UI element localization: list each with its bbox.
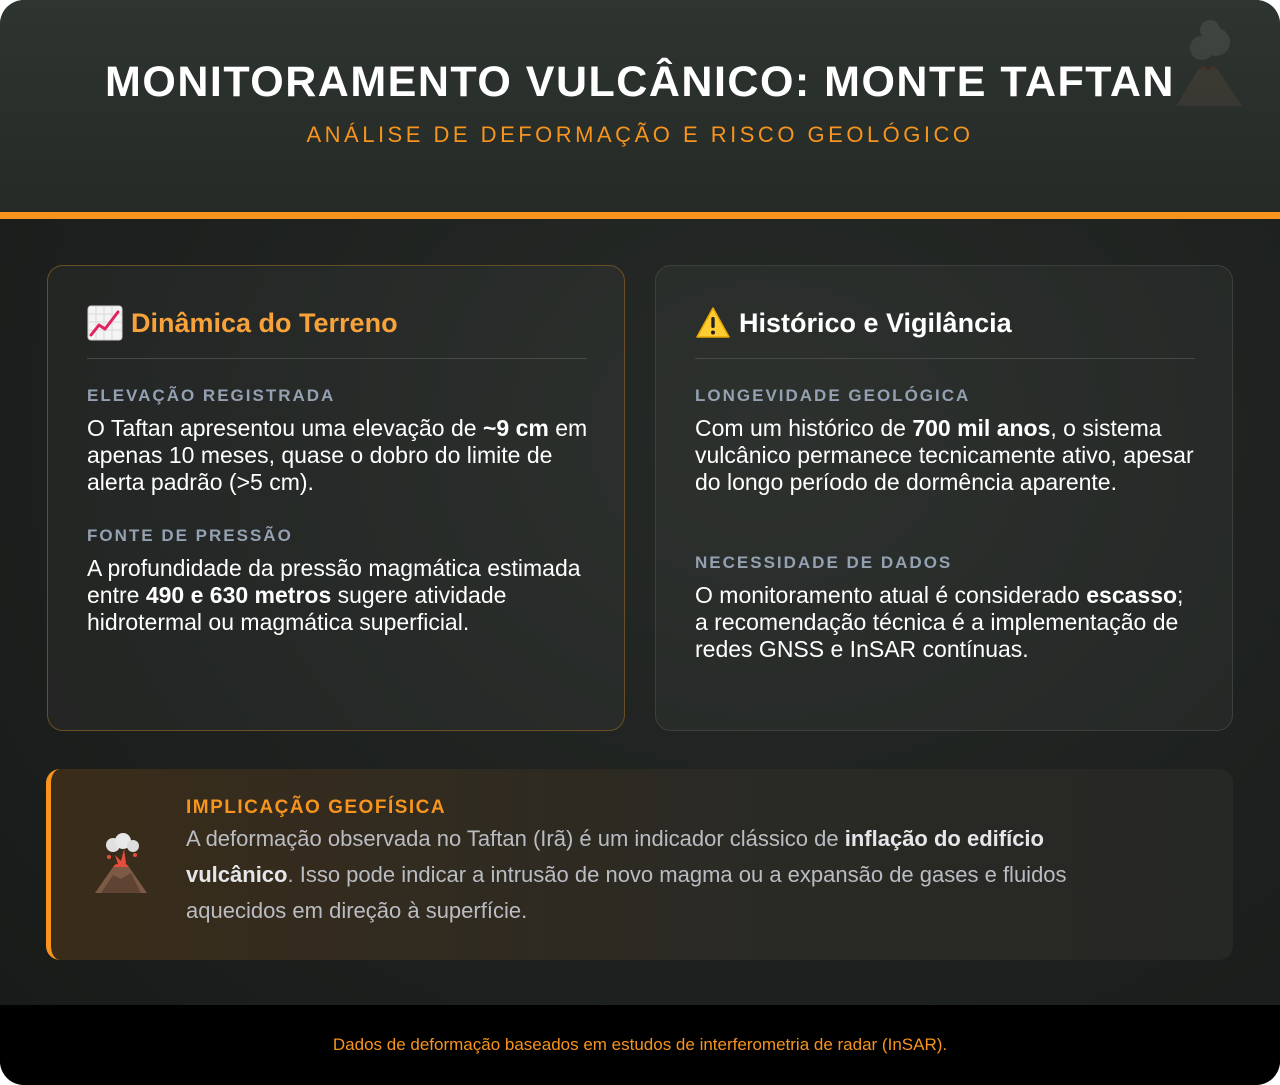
section-text: Com um histórico de 700 mil anos, o sistema vulcânico permanece tecnicamente ativo, apesar do longo período de dormência aparente.: [695, 415, 1194, 495]
history-vigilance-card: [655, 265, 1233, 731]
page-subtitle: ANÁLISE DE DEFORMAÇÃO E RISCO GEOLÓGICO: [306, 122, 974, 147]
terrain-dynamics-card: [47, 265, 625, 731]
data-need-section: [695, 552, 1200, 663]
card-title: Dinâmica do Terreno: [131, 308, 398, 338]
card-header: [695, 303, 1195, 359]
section-text: O monitoramento atual é considerado escasso; a recomendação técnica é a implementação de redes GNSS e InSAR contínuas.: [695, 582, 1184, 662]
highlight-value: inflação do edifício vulcânico: [186, 826, 1044, 887]
section-label: ELEVAÇÃO REGISTRADA: [87, 386, 336, 405]
section-label: LONGEVIDADE GEOLÓGICA: [695, 386, 971, 405]
highlight-value: 700 mil anos: [912, 415, 1051, 441]
volcano-icon: [91, 833, 151, 895]
elevation-section: [87, 385, 592, 496]
highlight-value: escasso: [1086, 582, 1178, 608]
implication-label: IMPLICAÇÃO GEOFÍSICA: [186, 797, 447, 818]
card-header: [87, 303, 587, 359]
section-label: NECESSIDADE DE DADOS: [695, 553, 953, 572]
section-text: A profundidade da pressão magmática estimada entre 490 e 630 metros sugere atividade hidrotermal ou magmática superficial.: [87, 555, 581, 635]
footer-note: Dados de deformação baseados em estudos de interferometria de radar (InSAR).: [332, 1035, 948, 1054]
header: [0, 0, 1280, 212]
section-label: FONTE DE PRESSÃO: [87, 526, 293, 545]
header-divider: [0, 212, 1280, 219]
pressure-section: [87, 525, 592, 636]
card-title: Histórico e Vigilância: [739, 308, 1012, 338]
chart-increasing-icon: [87, 305, 123, 341]
highlight-value: ~9 cm: [482, 415, 549, 441]
footer: [0, 1005, 1280, 1085]
implication-text: A deformação observada no Taftan (Irã) é um indicador clássico de inflação do edifício vulcânico. Isso pode indicar a intrusão de novo magma ou a expansão de gases e fluidos aquecidos em direção à superfície.: [186, 826, 1067, 923]
longevity-section: [695, 385, 1200, 496]
highlight-value: 490 e 630 metros: [145, 582, 332, 608]
implication-callout: [46, 769, 1233, 960]
section-text: O Taftan apresentou uma elevação de ~9 cm em apenas 10 meses, quase o dobro do limite de alerta padrão (>5 cm).: [87, 415, 588, 495]
warning-icon: [695, 305, 731, 341]
page-title: MONITORAMENTO VULCÂNICO: MONTE TAFTAN: [105, 58, 1175, 106]
